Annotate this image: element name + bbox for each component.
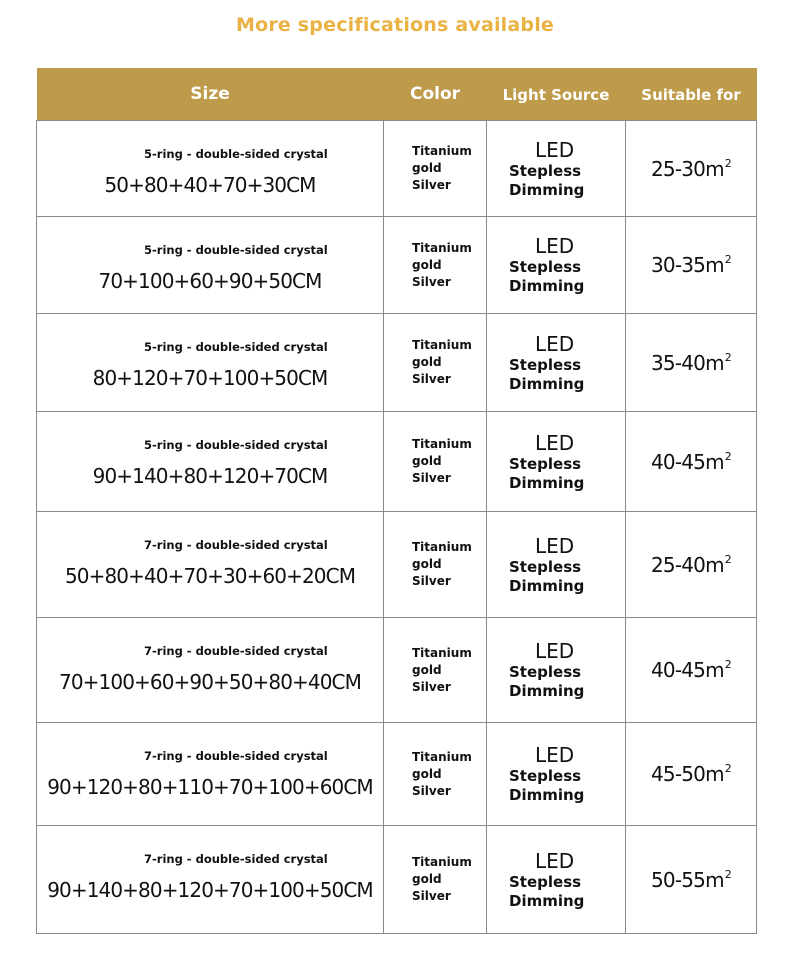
size-cell — [37, 217, 384, 314]
ring-type: 7-ring - double-sided crystal — [144, 538, 328, 552]
dimming-label: Dimming — [509, 786, 585, 804]
light-source-cell — [487, 618, 626, 723]
suitable-area-cell — [626, 314, 757, 412]
suitable-area-cell — [626, 412, 757, 512]
dimensions: 80+120+70+100+50CM — [92, 366, 328, 390]
stepless-label: Stepless — [509, 454, 582, 473]
suitable-area-cell — [626, 217, 757, 314]
size-cell — [37, 618, 384, 723]
suitable-area-cell — [626, 826, 757, 934]
area-value: 45-50m — [650, 762, 724, 786]
color-option-line: Silver — [412, 274, 451, 289]
size-cell — [37, 412, 384, 512]
area-unit-exponent: 2 — [724, 658, 731, 671]
light-source-cell — [487, 723, 626, 826]
dimensions: 50+80+40+70+30CM — [104, 173, 316, 197]
ring-type: 5-ring - double-sided crystal — [144, 438, 328, 452]
dimming-label: Dimming — [509, 576, 585, 595]
size-cell — [37, 512, 384, 618]
led-label: LED — [535, 533, 575, 558]
led-label: LED — [535, 430, 575, 455]
led-label: LED — [535, 848, 575, 873]
dimensions: 90+140+80+120+70CM — [92, 464, 328, 488]
dimensions: 90+120+80+110+70+100+60CM — [47, 775, 373, 799]
dimming-label: Dimming — [509, 180, 585, 199]
area-value: 25-30m — [650, 156, 724, 181]
table-row — [37, 314, 757, 412]
area-value: 40-45m — [650, 658, 724, 682]
color-option-line: Titanium — [412, 855, 472, 869]
light-source-cell — [487, 314, 626, 412]
light-source-cell — [487, 826, 626, 934]
stepless-label: Stepless — [509, 872, 582, 891]
color-option-line: gold — [412, 161, 442, 175]
size-cell — [37, 723, 384, 826]
area-value: 35-40m — [650, 350, 724, 375]
area-unit-exponent: 2 — [724, 253, 731, 266]
color-option-line: Silver — [412, 679, 451, 694]
area-value: 25-40m — [650, 552, 724, 577]
size-cell — [37, 314, 384, 412]
dimensions: 70+100+60+90+50CM — [98, 269, 322, 293]
color-option-line: Titanium — [412, 338, 472, 352]
color-option-line: Titanium — [412, 645, 472, 660]
color-option-line: Silver — [412, 574, 451, 588]
area-value: 40-45m — [650, 449, 724, 474]
spec-table — [36, 68, 757, 934]
table-row — [37, 826, 757, 934]
table-row — [37, 512, 757, 618]
ring-type: 5-ring - double-sided crystal — [144, 147, 328, 161]
led-label: LED — [535, 137, 575, 162]
stepless-label: Stepless — [509, 258, 582, 276]
color-option-line: gold — [412, 454, 442, 468]
table-row — [37, 121, 757, 217]
dimensions: 50+80+40+70+30+60+20CM — [64, 564, 356, 588]
table-body — [37, 121, 757, 934]
area-unit-exponent: 2 — [724, 449, 731, 463]
color-option-line: gold — [412, 355, 442, 369]
area-unit-exponent: 2 — [724, 762, 731, 775]
color-cell — [384, 121, 487, 217]
table-row — [37, 723, 757, 826]
led-label: LED — [535, 639, 575, 663]
header-light-source: Light Source — [487, 68, 626, 121]
color-cell — [384, 618, 487, 723]
color-option-line: Silver — [412, 178, 451, 192]
area-unit-exponent: 2 — [724, 156, 731, 170]
area-unit-exponent: 2 — [724, 867, 731, 881]
color-option-line: Silver — [412, 372, 451, 386]
color-option-line: Silver — [412, 783, 451, 798]
dimensions: 70+100+60+90+50+80+40CM — [59, 670, 361, 694]
table-header-row — [37, 68, 757, 121]
page-title: More specifications available — [235, 14, 555, 36]
suitable-area-cell — [626, 723, 757, 826]
suitable-area-cell — [626, 512, 757, 618]
color-option-line: Titanium — [412, 540, 472, 554]
light-source-cell — [487, 121, 626, 217]
led-label: LED — [535, 331, 575, 356]
dimming-label: Dimming — [509, 374, 585, 393]
area-value: 30-35m — [650, 253, 724, 277]
color-option-line: gold — [412, 766, 442, 781]
color-option-line: Titanium — [412, 240, 472, 255]
ring-type: 5-ring - double-sided crystal — [144, 340, 328, 354]
light-source-cell — [487, 512, 626, 618]
color-cell — [384, 412, 487, 512]
header-suitable-for: Suitable for — [626, 68, 757, 121]
header-color: Color — [384, 68, 487, 121]
table-row — [37, 412, 757, 512]
color-option-line: Titanium — [412, 749, 472, 764]
color-cell — [384, 512, 487, 618]
dimming-label: Dimming — [509, 891, 585, 910]
stepless-label: Stepless — [509, 663, 582, 681]
color-option-line: gold — [412, 257, 442, 272]
dimensions: 90+140+80+120+70+100+50CM — [47, 878, 373, 902]
size-cell — [37, 121, 384, 217]
dimming-label: Dimming — [509, 277, 585, 295]
ring-type: 7-ring - double-sided crystal — [144, 749, 328, 763]
color-option-line: gold — [412, 872, 442, 886]
ring-type: 7-ring - double-sided crystal — [144, 852, 328, 866]
area-value: 50-55m — [650, 867, 724, 892]
stepless-label: Stepless — [509, 557, 582, 576]
light-source-cell — [487, 217, 626, 314]
dimming-label: Dimming — [509, 473, 585, 492]
color-option-line: Silver — [412, 889, 451, 903]
table-row — [37, 618, 757, 723]
suitable-area-cell — [626, 618, 757, 723]
area-unit-exponent: 2 — [724, 552, 731, 566]
ring-type: 5-ring - double-sided crystal — [144, 243, 328, 257]
color-cell — [384, 723, 487, 826]
stepless-label: Stepless — [509, 355, 582, 374]
color-option-line: Silver — [412, 471, 451, 485]
ring-type: 7-ring - double-sided crystal — [144, 644, 328, 658]
light-source-cell — [487, 412, 626, 512]
stepless-label: Stepless — [509, 767, 582, 785]
color-cell — [384, 314, 487, 412]
size-cell — [37, 826, 384, 934]
color-option-line: Titanium — [412, 437, 472, 451]
table-row — [37, 217, 757, 314]
led-label: LED — [535, 743, 575, 767]
header-size: Size — [37, 68, 384, 121]
color-option-line: gold — [412, 557, 442, 571]
color-cell — [384, 217, 487, 314]
led-label: LED — [535, 234, 575, 258]
dimming-label: Dimming — [509, 682, 585, 700]
stepless-label: Stepless — [509, 161, 582, 180]
color-cell — [384, 826, 487, 934]
suitable-area-cell — [626, 121, 757, 217]
color-option-line: gold — [412, 662, 442, 677]
color-option-line: Titanium — [412, 144, 472, 158]
area-unit-exponent: 2 — [724, 350, 731, 364]
